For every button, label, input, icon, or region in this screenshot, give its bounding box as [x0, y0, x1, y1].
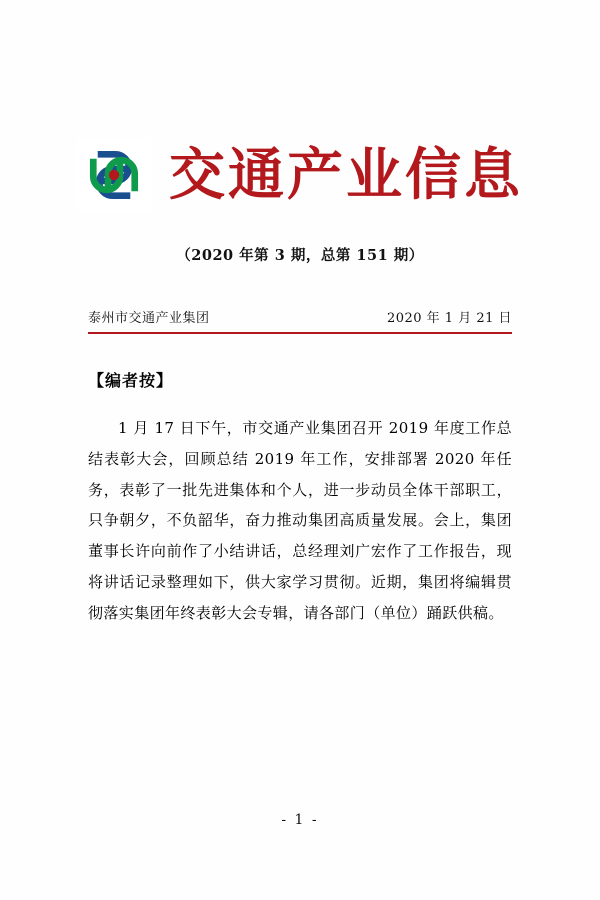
interlocking-rings-logo-icon — [77, 138, 151, 212]
body-paragraph: 1 月 17 日下午，市交通产业集团召开 2019 年度工作总结表彰大会，回顾总结 2019 年工作，安排部署 2020 年任务，表彰了一批先进集体和个人，进一步动员全体干部职工，只争朝夕，不负韶华，奋力推动集团高质量发展。会上，集团董事长许向前作了小结讲话，总经理刘广宏作了工作报告，现将讲话记录整理如下，供大家学习贯彻。近期，集团将编辑贯彻落实集团年终表彰大会专辑，请各部门（单位）踊跃供稿。 — [88, 419, 512, 622]
issuing-organization: 泰州市交通产业集团 — [88, 311, 210, 326]
section-heading: 【编者按】 — [88, 371, 174, 390]
document-meta-row — [88, 307, 512, 332]
issue-line: （2020 年第 3 期，总第 151 期） — [176, 247, 424, 264]
masthead — [0, 0, 600, 212]
page-number: - 1 - — [281, 812, 319, 828]
header-divider — [88, 332, 512, 334]
masthead-title: 交通产业信息 — [169, 142, 523, 208]
issue-date: 2020 年 1 月 21 日 — [386, 311, 512, 326]
document-body — [88, 368, 512, 628]
